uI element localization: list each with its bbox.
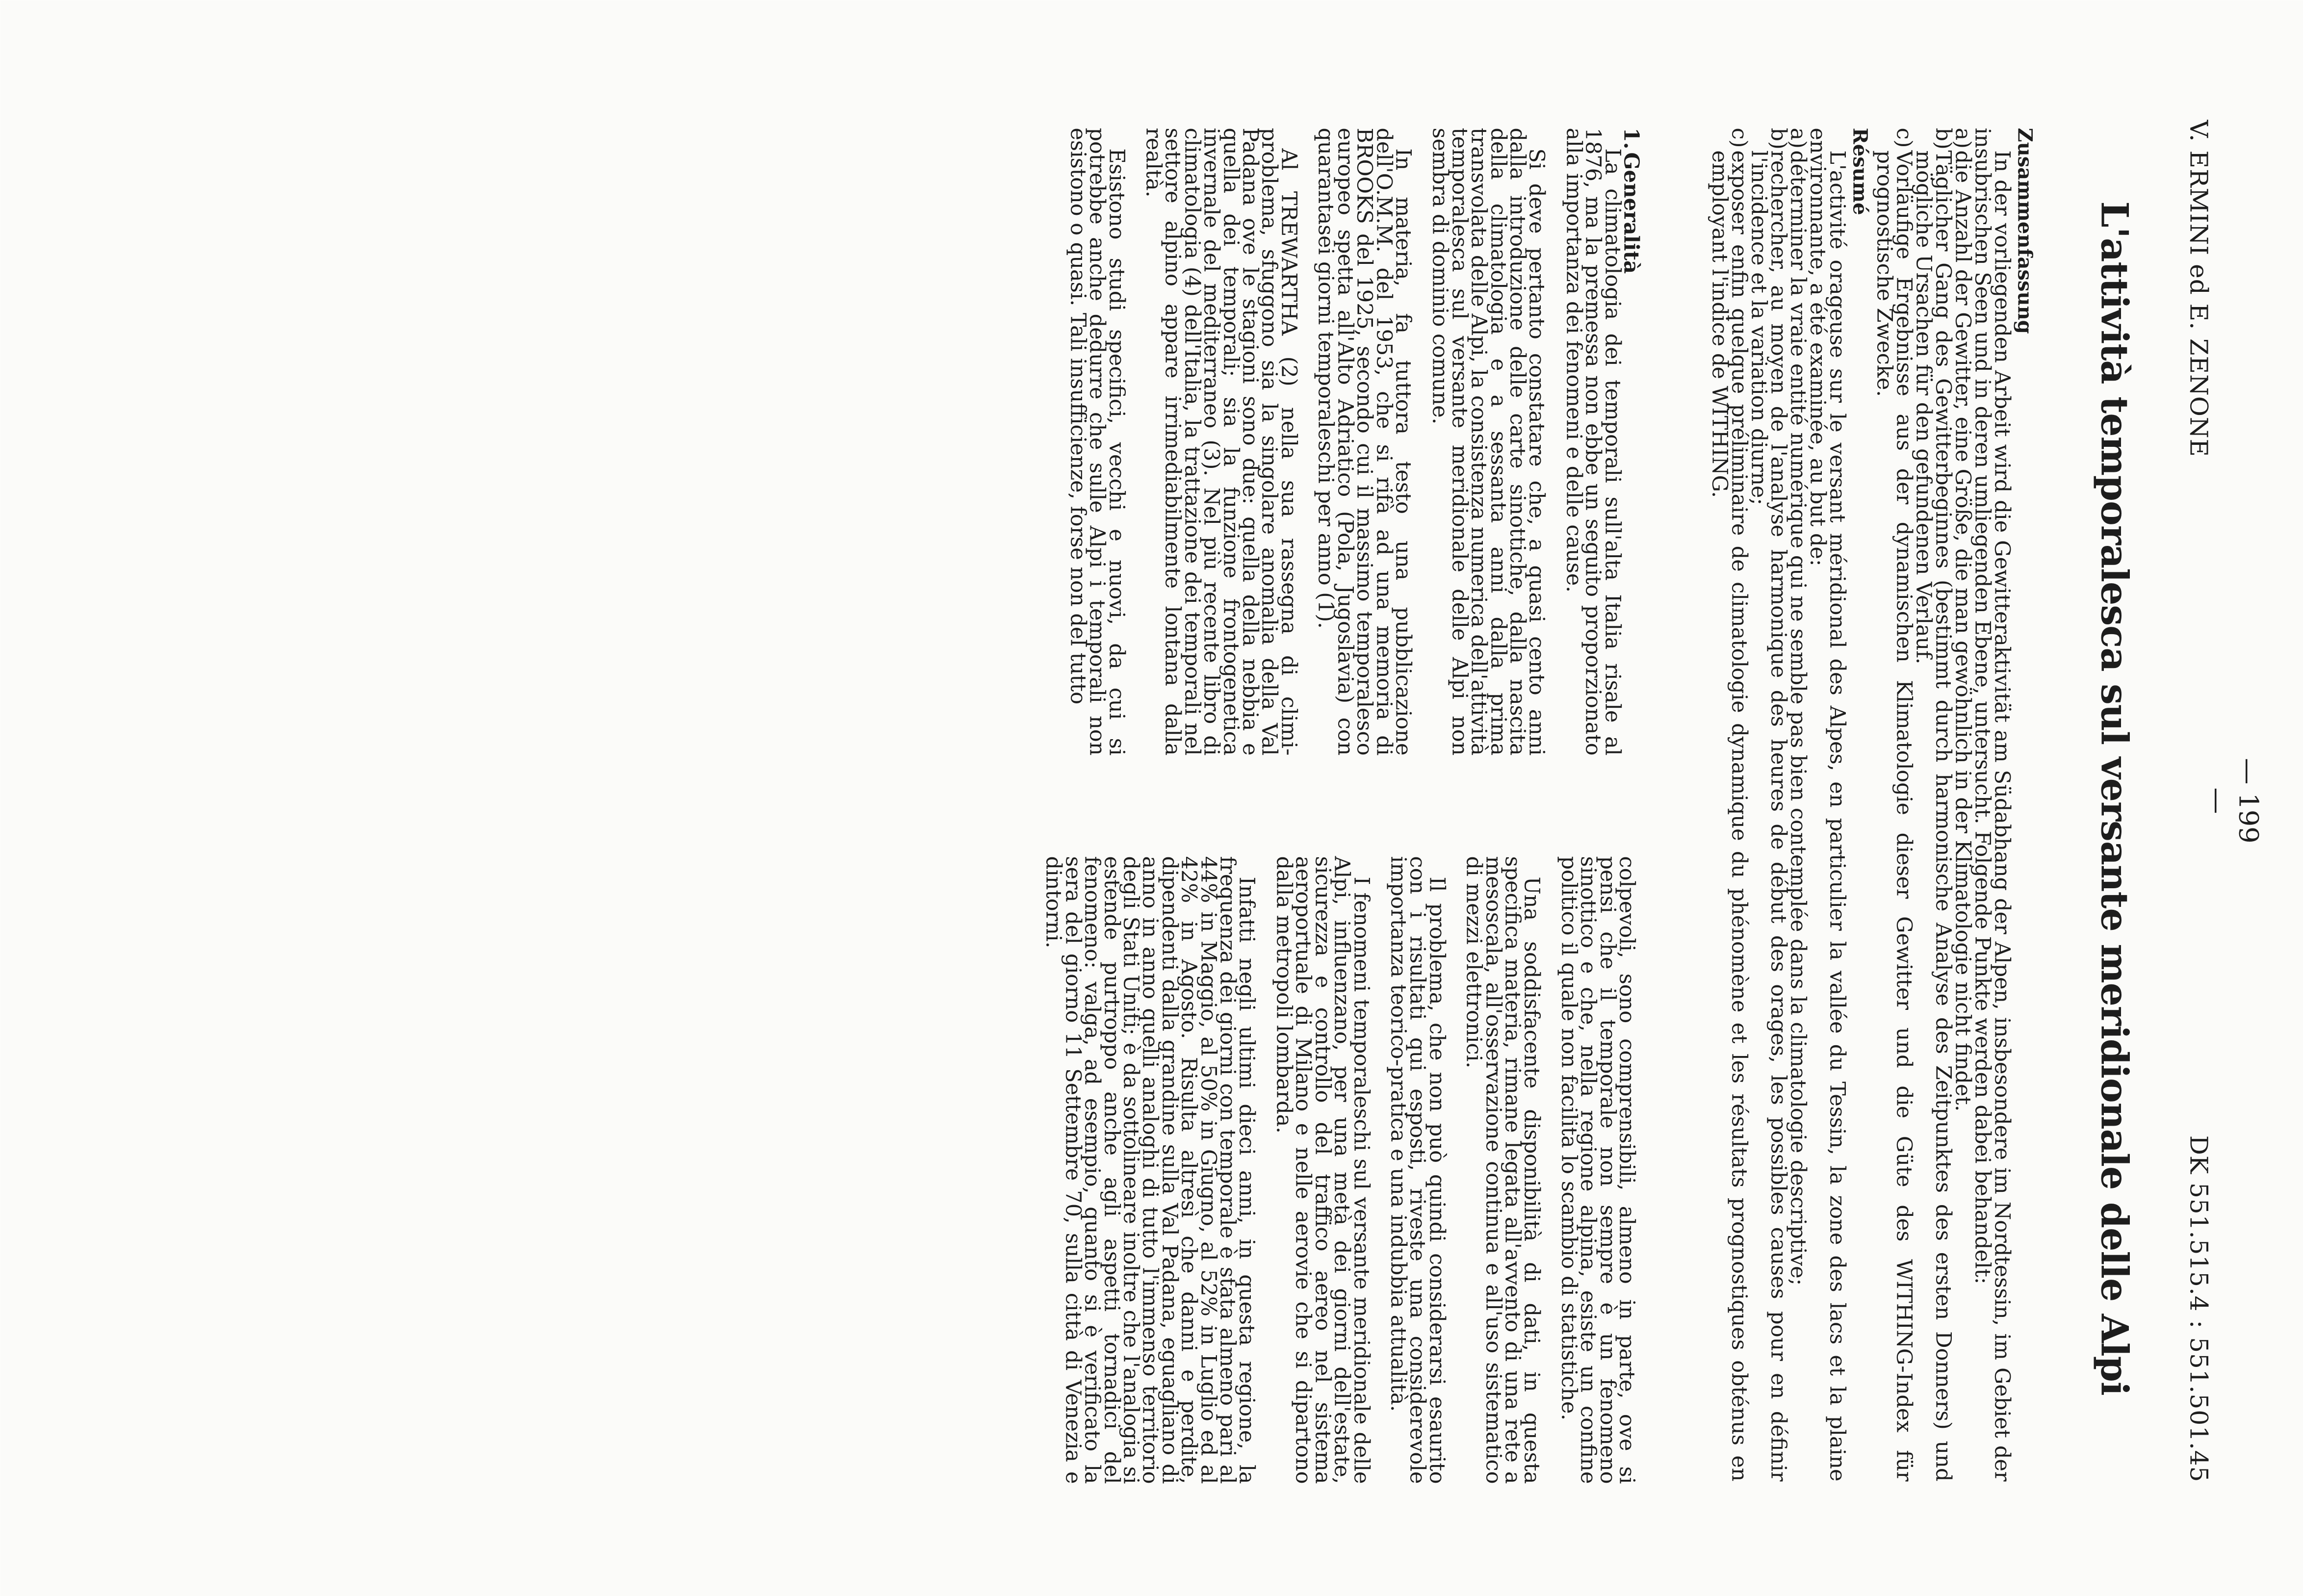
list-text: rechercher, au moyen de l'analyse harmonique des heures de début des orages, les possibles causes pour en définir l'incidence et la variation diurne; (1746, 150, 1790, 1481)
list-item (1746, 128, 1790, 1481)
zusammenfassung-heading: Zusammenfassung (2013, 128, 2036, 334)
list-item (1785, 128, 1810, 1481)
classification-code: DK 551.515.4 : 551.501.45 (2184, 1135, 2213, 1482)
paragraph: Al TREWARTHA (2) nella sua rassegna di climi-problema, sfuggono sia la singolare anomalia della Val Padana ove le stagioni sono due: quella della nebbia e quella dei temporali; sia la funzione frontogenetica invernale del mediterraneo (3). Nel più recente libro di climatologia (4) dell'Italia, la trattazione dei temporali nel settore alpino appare irrimediabilmente lontana dalla realtà. (1141, 128, 1301, 755)
paragraph: Il problema, che non può quindi considerarsi esaurito con i risultati qui esposti, riveste una considerevole importanza teorico-pratica e una indubbia attualità. (1385, 856, 1449, 1484)
zusammenfassung-list (1872, 128, 1975, 1481)
zusammenfassung-intro: In der vorliegenden Arbeit wird die Gewitteraktivität am Südabhang der Alpen, insbesondere im Nordtessin, im Gebiet der insubrischen Seen und in deren umliegenden Ebene, untersucht. Folgende Punkte werden dabei behandelt: (1970, 128, 2014, 1481)
paragraph: colpevoli, sono comprensibili, almeno in parte, ove si pensi che il temporale non sempre è un fenomeno sinottico e che, nella regione alpina, esiste un confine politico il quale non facilita lo scambio di statistiche. (1556, 856, 1639, 1484)
list-label: b) (1766, 128, 1790, 150)
authors: V. ERMINI ed E. ZENONE (2184, 120, 2213, 457)
resume-list (1709, 128, 1808, 1481)
list-item (1950, 128, 1975, 1481)
list-label: a) (1785, 128, 1810, 149)
paragraph: In materia, fa tuttora testo una pubblicazione dell'O.M.M. del 1953, che si rifà ad una memoria di BROOKS del 1925, secondo cui il massimo temporalesco europeo spetta all'Alto Adriatico (Pola, Jugoslavia) con quarantasei giorni temporaleschi per anno (1). (1313, 128, 1415, 755)
list-text: die Anzahl der Gewitter, eine Größe, die man gewöhnlich in der Klimatologie nicht findet. (1950, 150, 1975, 1111)
list-item (1911, 128, 1955, 1481)
list-text: Täglicher Gang des Gewitterbeginnes (bestimmt durch harmonische Analyse des Zeitpunktes des ersten Donners) und mögliche Ursachen für den gefundenen Verlauf. (1911, 150, 1955, 1481)
resume-heading: Résumé (1848, 128, 1871, 215)
list-item (1874, 128, 1914, 1481)
resume-intro: L'activité orageuse sur le versant méridional des Alpes, en particulier la vallée du Tessin, la zone des lacs et la plaine environnante, a été examinée, au but de: (1805, 128, 1849, 1481)
page-number: — 199 — (2202, 757, 2264, 844)
paragraph: Esistono studi specifici, vecchi e nuovi, da cui si potrebbe anche dedurre che sulle Alpi i temporali non esistono o quasi. Tali insufficienze, forse non del tutto (1065, 128, 1129, 755)
right-column (1041, 856, 1639, 1484)
paragraph: Infatti negli ultimi dieci anni, in questa regione, la frequenza dei giorni con temporale è stata almeno pari al 44% in Maggio, al 50% in Giugno, al 52% in Luglio ed al 42% in Agosto. Risulta altresì che danni e perdite, dipendenti dalla grandine sulla Val Padana, eguagliano di anno in anno quelli analoghi di tutto l'immenso territorio degli Stati Uniti; è da sottolineare inoltre che l'analogia si estende purtroppo anche agli aspetti tornadici del fenomeno: valga, ad esempio, quanto si è verificato la sera del giorno 11 Settembre 70, sulla città di Venezia e dintorni. (1041, 856, 1259, 1484)
left-column (1067, 128, 1641, 755)
abstracts (1705, 128, 2034, 1481)
article-title: L'attività temporalesca sul versante meridionale delle Alpi (2093, 201, 2136, 1395)
list-text: déterminer la vraie entité numérique qui ne semble pas bien contemplée dans la climatologie descriptive; (1785, 150, 1810, 1286)
list-label: b) (1931, 128, 1955, 150)
list-text: Vorläufige Ergebnisse aus der dynamischen Klimatologie dieser Gewitter und die Güte des WITHING-Index für prognostische Zwecke. (1872, 150, 1916, 1481)
section-number: 1. (1619, 128, 1643, 149)
paragraph: I fenomeni temporaleschi sul versante meridionale delle Alpi, influenzano, per una metà dei giorni dell'estate, sicurezza e controllo del traffico aereo nel sistema aeroportuale di Milano e nelle aerovie che si dipartono dalla metropoli lombarda. (1271, 856, 1373, 1484)
section-title: Generalità (1619, 152, 1643, 274)
list-item (1709, 128, 1749, 1481)
paragraph: La climatologia dei temporali sull'alta Italia risale al 1876, ma la premessa non ebbe un seguito proporzionato alla importanza dei fenomeni e delle cause. (1561, 128, 1625, 755)
list-label: c) (1727, 128, 1751, 148)
list-label: a) (1950, 128, 1975, 149)
paragraph: Si deve pertanto constatare che, a quasi cento anni dalla introduzione delle carte sinottiche, dalla nascita della climatologia e a sessanta anni dalla prima transvolata delle Alpi, la consistenza numerica dell'attività temporalesca sul versante meridionale delle Alpi non sembra di dominio comune. (1427, 128, 1549, 755)
list-text: exposer enfin quelque préliminaire de climatologie dynamique du phénomène et les résultats prognostiques obténus en employant l'indice de WITHING. (1707, 150, 1751, 1481)
paragraph: Una soddisfacente disponibilità di dati, in questa specifica materia, rimane legata all'avvento di una rete a mesoscala, all'osservazione continua e all'uso sistematico di mezzi elettronici. (1461, 856, 1544, 1484)
list-label: c) (1891, 128, 1916, 148)
